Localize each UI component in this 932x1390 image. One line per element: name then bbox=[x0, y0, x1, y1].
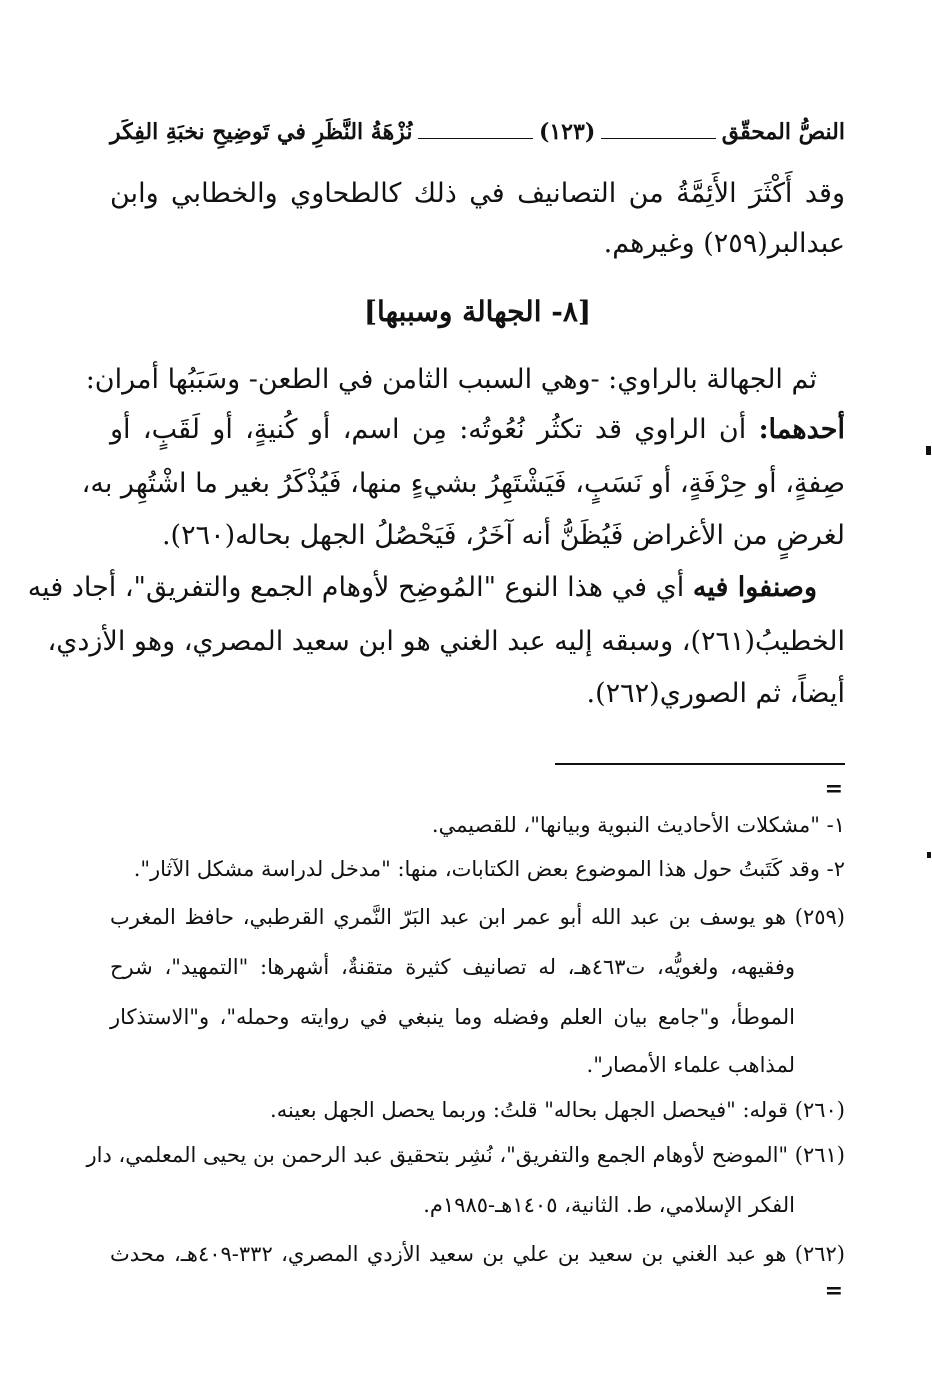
body-line: ثم الجهالة بالراوي: -وهي السبب الثامن في الطعن- وسَبَبُها أمران: bbox=[85, 364, 817, 395]
footnote-line: ١- "مشكلات الأحاديث النبوية وبيانها"، للقصيمي. bbox=[431, 813, 845, 837]
footnote-line: (٢٦١) "الموضح لأوهام الجمع والتفريق"، نُشِر بتحقيق عبد الرحمن بن يحيى المعلمي، دار bbox=[86, 1143, 845, 1167]
footnote-line: (٢٦٢) هو عبد الغني بن سعيد بن علي بن سعيد الأزدي المصري، ٣٣٢-٤٠٩هـ، محدث bbox=[110, 1242, 845, 1266]
lead-phrase: أحدهما: bbox=[758, 414, 845, 445]
footnote-line: الموطأ، و"جامع بيان العلم وفضله وما ينبغي في روايته وحمله"، و"الاستذكار bbox=[110, 1005, 795, 1029]
body-line: أيضاً، ثم الصوري(٢٦٢). bbox=[586, 678, 845, 709]
footnote-line: وفقيهه، ولغويُّه، ت٤٦٣هـ، له تصانيف كثيرة متقنةٌ، أشهرها: "التمهيد"، شرح bbox=[110, 955, 795, 979]
footnote-line: لمذاهب علماء الأمصار". bbox=[586, 1053, 795, 1077]
body-line: عبدالبر(٢٥٩) وغيرهم. bbox=[603, 228, 845, 259]
scan-speck bbox=[926, 446, 931, 455]
header-rule-left bbox=[418, 138, 532, 139]
continuation-mark: = bbox=[824, 1278, 843, 1304]
header-title-left: نُزْهَةُ النَّظَرِ في تَوضِيحِ نخبَةِ الفِكَر bbox=[110, 119, 413, 145]
footnote-line: الفكر الإسلامي، ط. الثانية، ١٤٠٥هـ-١٩٨٥م. bbox=[423, 1193, 795, 1217]
line-text: أن الراوي قد تكثُر نُعُوتُه: مِن اسم، أو كُنيةٍ، أو لَقَبٍ، أو bbox=[110, 414, 759, 445]
footnote-line: (٢٥٩) هو يوسف بن عبد الله أبو عمر ابن عبد البَرّ النَّمري القرطبي، حافظ المغرب bbox=[110, 905, 845, 929]
running-header bbox=[110, 112, 845, 152]
body-line: الخطيبُ(٢٦١)، وسبقه إليه عبد الغني هو ابن سعيد المصري، وهو الأزدي، bbox=[47, 626, 845, 657]
body-line: وقد أَكْثَرَ الأَئِمَّةُ من التصانيف في ذلك كالطحاوي والخطابي وابن bbox=[110, 178, 845, 209]
footnote-line: (٢٦٠) قوله: "فيحصل الجهل بحاله" قلتُ: وربما يحصل الجهل بعينه. bbox=[270, 1098, 845, 1122]
body-line bbox=[27, 572, 845, 604]
header-rule-right bbox=[601, 138, 715, 139]
footnote-separator bbox=[555, 763, 845, 765]
body-line: صِفةٍ، أو حِرْفَةٍ، أو نَسَبٍ، فَيَشْتَهِرُ بشيءٍ منها، فَيُذْكَرُ بغير ما اشْتُهِر به، bbox=[81, 468, 845, 499]
lead-phrase: وصنفوا فيه bbox=[692, 572, 817, 603]
body-line bbox=[110, 414, 845, 446]
body-line: لغرضٍ من الأغراض فَيُظَنُّ أنه آخَرُ، فَيَحْصُلُ الجهل بحاله(٢٦٠). bbox=[161, 520, 845, 551]
continuation-mark: = bbox=[824, 776, 843, 802]
footnote-line: ٢- وقد كَتَبتُ حول هذا الموضوع بعض الكتابات، منها: "مدخل لدراسة مشكل الآثار". bbox=[133, 857, 845, 881]
header-title-right: النصُّ المحقّق bbox=[721, 119, 845, 145]
line-text: أي في هذا النوع "المُوضِح لأوهام الجمع والتفريق"، أجاد فيه bbox=[27, 572, 693, 603]
section-heading: [٨- الجهالة وسببها] bbox=[363, 295, 592, 328]
scan-speck bbox=[927, 852, 931, 858]
book-page bbox=[27, 0, 845, 1390]
page-number: (١٢٣) bbox=[538, 119, 596, 145]
